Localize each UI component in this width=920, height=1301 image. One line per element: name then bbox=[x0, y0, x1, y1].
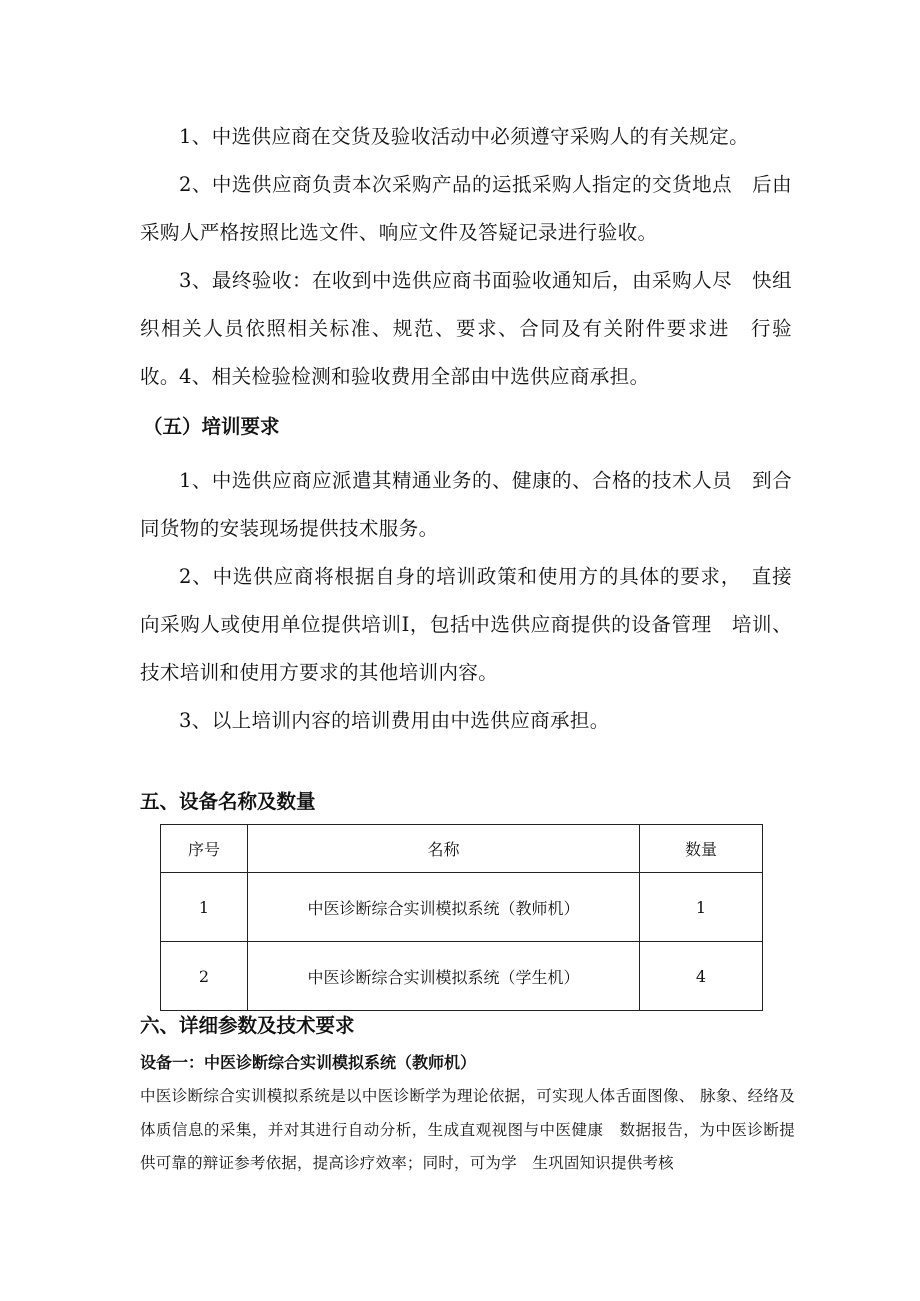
table-row bbox=[161, 942, 763, 1011]
details-description: 中医诊断综合实训模拟系统是以中医诊断学为理论依据，可实现人体舌面图像、 脉象、经络及体质信息的采集，并对其进行自动分析，生成直观视图与中医健康 数据报告，为中医诊断提供可靠的辩证参考依据，提高诊疗效率；同时，可为学 生巩固知识提供考核 bbox=[140, 1087, 795, 1172]
training-item-3: 3、以上培训内容的培训费用由中选供应商承担。 bbox=[179, 709, 610, 732]
training-heading: （五）培训要求 bbox=[143, 415, 280, 438]
column-header-quantity: 数量 bbox=[640, 825, 763, 873]
column-header-name: 名称 bbox=[248, 825, 640, 873]
table-header-row bbox=[161, 825, 763, 873]
training-item-2: 2、中选供应商将根据自身的培训政策和使用方的具体的要求， 直接向采购人或使用单位提供培训I，包括中选供应商提供的设备管理 培训、技术培训和使用方要求的其他培训内容。 bbox=[140, 565, 792, 684]
details-heading: 六、详细参数及技术要求 bbox=[140, 1014, 355, 1037]
equipment-heading: 五、设备名称及数量 bbox=[140, 790, 316, 813]
row-name-cell: 中医诊断综合实训模拟系统（教师机） bbox=[248, 873, 640, 942]
row-name-cell: 中医诊断综合实训模拟系统（学生机） bbox=[248, 942, 640, 1011]
details-subheading: 设备一：中医诊断综合实训模拟系统（教师机） bbox=[140, 1053, 477, 1072]
table-row bbox=[161, 873, 763, 942]
training-item-1: 1、中选供应商应派遣其精通业务的、健康的、合格的技术人员 到合同货物的安装现场提供技术服务。 bbox=[140, 469, 792, 540]
row-quantity-cell: 1 bbox=[640, 873, 763, 942]
column-header-index: 序号 bbox=[161, 825, 248, 873]
acceptance-item-2: 2、中选供应商负责本次采购产品的运抵采购人指定的交货地点 后由采购人严格按照比选文件、响应文件及答疑记录进行验收。 bbox=[140, 173, 792, 244]
equipment-table bbox=[160, 824, 763, 1011]
acceptance-item-1: 1、中选供应商在交货及验收活动中必须遵守采购人的有关规定。 bbox=[179, 125, 750, 148]
row-quantity-cell: 4 bbox=[640, 942, 763, 1011]
row-index-cell: 1 bbox=[161, 873, 248, 942]
acceptance-item-4: 4、相关检验检测和验收费用全部由中选供应商承担。 bbox=[179, 365, 650, 388]
acceptance-item-3: 3、最终验收：在收到中选供应商书面验收通知后，由采购人尽 快组织相关人员依照相关标准、规范、要求、合同及有关附件要求进 行验收。 bbox=[140, 269, 792, 388]
row-index-cell: 2 bbox=[161, 942, 248, 1011]
